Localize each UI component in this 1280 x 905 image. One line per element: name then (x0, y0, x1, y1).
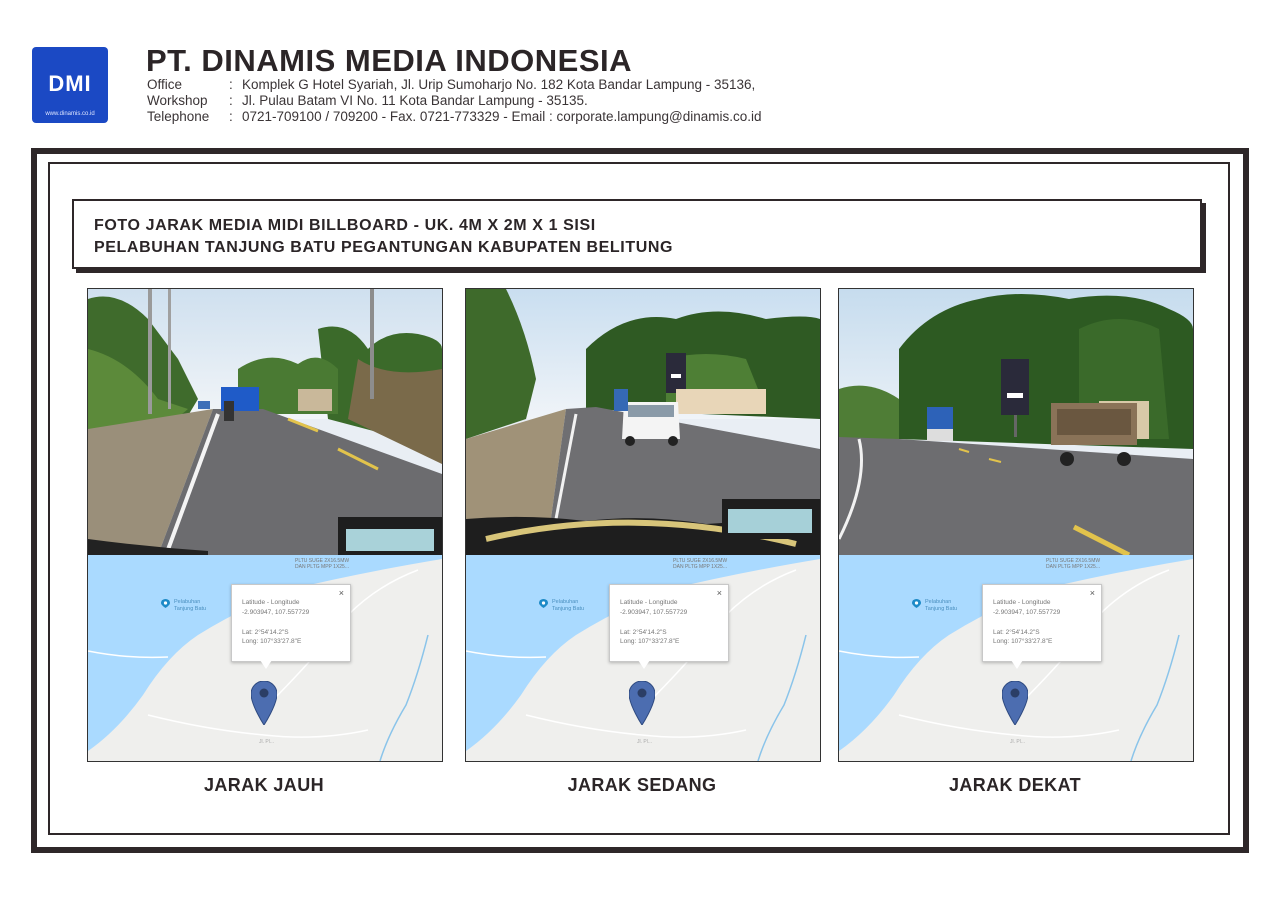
longitude-text: Long: 107°33'27.8"E (993, 638, 1053, 645)
panel-near (838, 288, 1194, 762)
power-plant-label (673, 558, 727, 570)
power-plant-line-2: DAN PLTG MPP 1X25... (1046, 564, 1101, 570)
coordinate-popup (982, 584, 1102, 662)
caption-medium: JARAK SEDANG (567, 775, 717, 795)
harbor-label-line-1: Pelabuhan (174, 599, 201, 605)
coord-label: Latitude - Longitude (620, 599, 678, 606)
map-near (839, 555, 1193, 761)
close-icon[interactable]: × (1089, 588, 1095, 598)
title-line-1: FOTO JARAK MEDIA MIDI BILLBOARD - UK. 4M X 2M X 1 SISI (94, 217, 596, 234)
title-box (72, 199, 1202, 269)
close-icon[interactable]: × (338, 588, 344, 598)
company-name: PT. DINAMIS MEDIA INDONESIA (146, 43, 632, 78)
location-pin-icon (1002, 681, 1028, 725)
latitude-text: Lat: 2°54'14.2"S (242, 629, 289, 636)
panel-far (87, 288, 443, 762)
workshop-label: Workshop (147, 93, 208, 108)
latitude-text: Lat: 2°54'14.2"S (620, 629, 667, 636)
coord-label: Latitude - Longitude (242, 599, 300, 606)
coordinate-popup (609, 584, 729, 662)
road-photo-near (839, 289, 1193, 555)
workshop-separator: : (229, 93, 233, 108)
harbor-label-line-1: Pelabuhan (552, 599, 579, 605)
popup-tip (260, 660, 272, 669)
caption-far: JARAK JAUH (203, 775, 324, 795)
harbor-marker-icon (539, 599, 548, 608)
workshop-value: Jl. Pulau Batam VI No. 11 Kota Bandar Lampung - 35135. (242, 93, 588, 108)
longitude-text: Long: 107°33'27.8"E (620, 638, 680, 645)
location-pin-icon (251, 681, 277, 725)
road-note: Jl. Pl... (637, 739, 653, 745)
power-plant-line-2: DAN PLTG MPP 1X25... (673, 564, 728, 570)
office-separator: : (229, 77, 233, 92)
title-line-2: PELABUHAN TANJUNG BATU PEGANTUNGAN KABUPATEN BELITUNG (94, 239, 674, 256)
office-line (147, 77, 755, 92)
harbor-marker-icon (161, 599, 170, 608)
telephone-label: Telephone (147, 109, 210, 124)
road-photo-far (88, 289, 442, 555)
logo-text: DMI (48, 71, 92, 96)
harbor-label-line-2: Tanjung Batu (552, 606, 585, 612)
telephone-line (147, 109, 762, 124)
road-photo-medium (466, 289, 820, 555)
close-icon[interactable]: × (716, 588, 722, 598)
power-plant-line-2: DAN PLTG MPP 1X25... (295, 564, 350, 570)
power-plant-label (295, 558, 349, 570)
harbor-label (925, 599, 957, 613)
telephone-value: 0721-709100 / 709200 - Fax. 0721-773329 - Email : corporate.lampung@dinamis.co.id (242, 109, 762, 124)
harbor-label (174, 599, 206, 613)
coordinate-popup (231, 584, 351, 662)
coord-value: -2.903947, 107.557729 (242, 609, 310, 616)
harbor-label-line-1: Pelabuhan (925, 599, 952, 605)
photo-far (88, 289, 442, 555)
harbor-label-line-2: Tanjung Batu (174, 606, 207, 612)
road-note: Jl. Pl... (1010, 739, 1026, 745)
power-plant-line-1: PLTU SUGE 2X16.5MW (673, 558, 728, 564)
harbor-label-line-2: Tanjung Batu (925, 606, 958, 612)
power-plant-line-1: PLTU SUGE 2X16.5MW (295, 558, 350, 564)
longitude-text: Long: 107°33'27.8"E (242, 638, 302, 645)
telephone-separator: : (229, 109, 233, 124)
office-value: Komplek G Hotel Syariah, Jl. Urip Sumoharjo No. 182 Kota Bandar Lampung - 35136, (242, 77, 756, 92)
workshop-line (147, 93, 588, 108)
company-logo (32, 47, 108, 123)
power-plant-label (1046, 558, 1100, 570)
panel-medium (465, 288, 821, 762)
caption-near: JARAK DEKAT (948, 775, 1082, 795)
harbor-label (552, 599, 584, 613)
photo-medium (466, 289, 820, 555)
photo-near (839, 289, 1193, 555)
coord-label: Latitude - Longitude (993, 599, 1051, 606)
latitude-text: Lat: 2°54'14.2"S (993, 629, 1040, 636)
coord-value: -2.903947, 107.557729 (993, 609, 1061, 616)
map-far (88, 555, 442, 761)
map-medium (466, 555, 820, 761)
popup-tip (638, 660, 650, 669)
popup-tip (1011, 660, 1023, 669)
location-pin-icon (629, 681, 655, 725)
coord-value: -2.903947, 107.557729 (620, 609, 688, 616)
harbor-marker-icon (912, 599, 921, 608)
logo-url: www.dinamis.co.id (45, 111, 95, 117)
road-note: Jl. Pl... (259, 739, 275, 745)
office-label: Office (147, 77, 183, 92)
power-plant-line-1: PLTU SUGE 2X16.5MW (1046, 558, 1101, 564)
